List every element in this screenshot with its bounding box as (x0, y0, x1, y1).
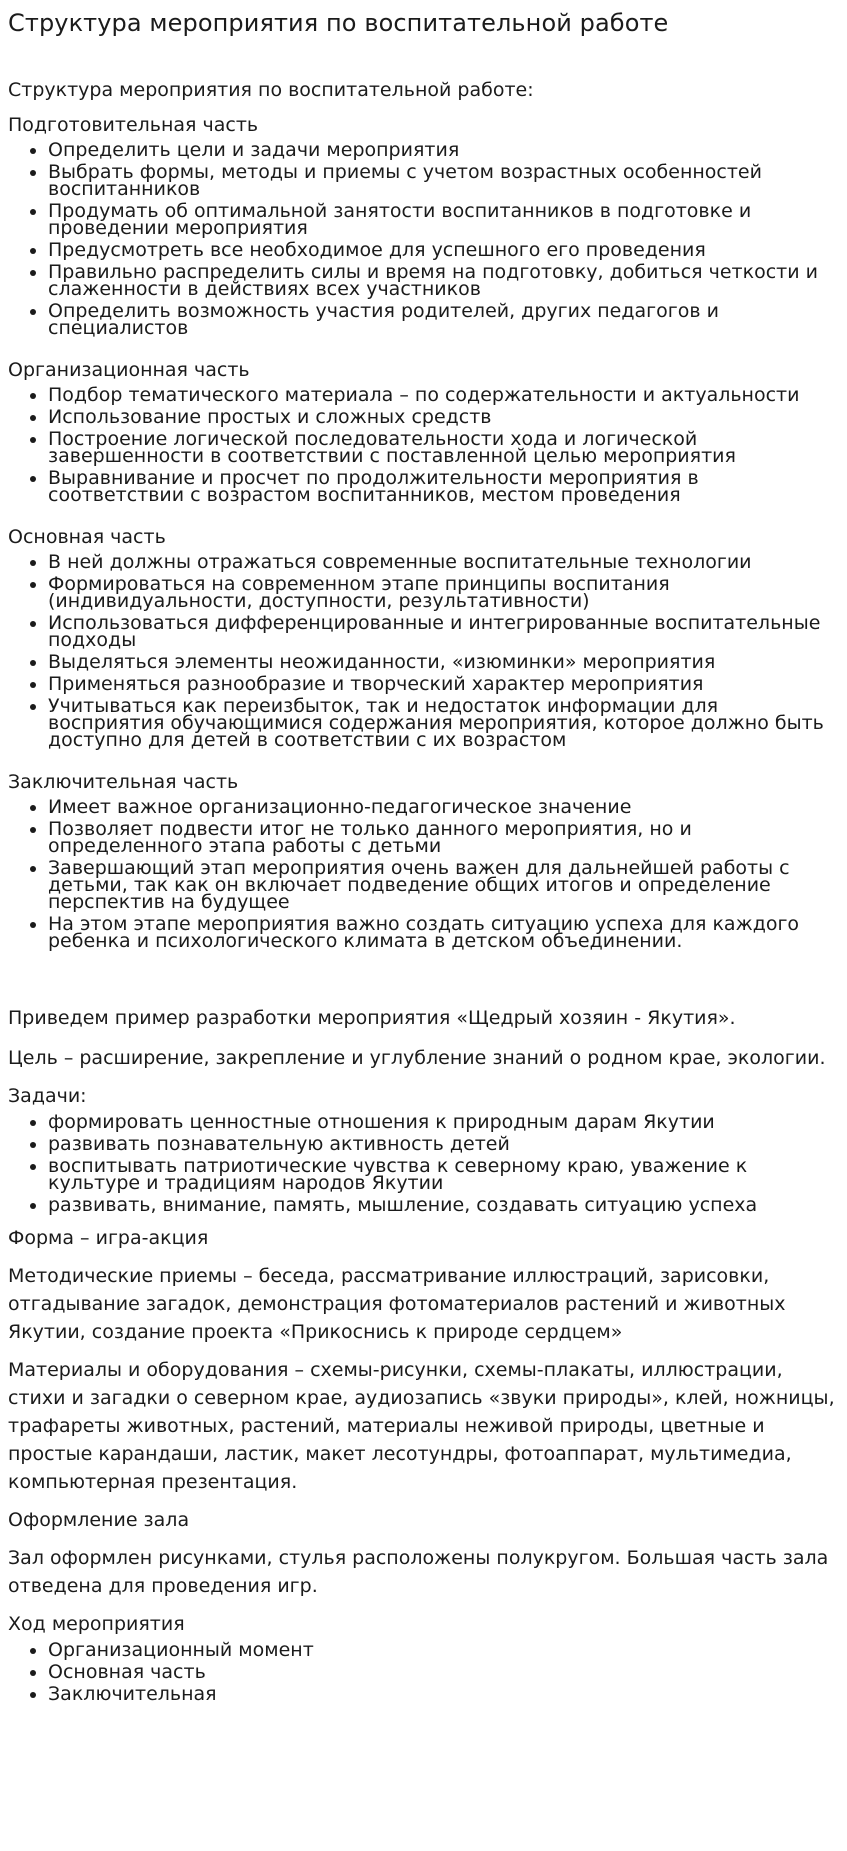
section-heading-organizational: Организационная часть (8, 359, 250, 381)
intro-text: Структура мероприятия по воспитательной работе: (8, 79, 534, 101)
course-list (8, 1639, 837, 1705)
list-item: • Основная часть (48, 1664, 837, 1681)
document-page (0, 8, 847, 1703)
list-item: • Завершающий этап мероприятия очень важен для дальнейшей работы с детьми, так как он включает подведение общих итогов и определение перспектив на будущее (48, 860, 837, 911)
list-item: • воспитывать патриотические чувства к северному краю, уважение к культуре и традициям народов Якутии (48, 1158, 837, 1192)
list-item: • формировать ценностные отношения к природным дарам Якутии (48, 1114, 837, 1131)
tasks-heading: Задачи: (8, 1085, 87, 1107)
goal-text: Цель – расширение, закрепление и углубление знаний о родном крае, экологии. (8, 1047, 826, 1069)
list-item: • Учитываться как переизбыток, так и недостаток информации для восприятия обучающимися содержания мероприятия, которое должно быть доступно для детей в соответствии с их возрастом (48, 698, 837, 749)
hall-text: Зал оформлен рисунками, стулья расположены полукругом. Большая часть зала отведена для проведения игр. (8, 1547, 829, 1597)
list-item: • развивать познавательную активность детей (48, 1136, 837, 1153)
course-heading: Ход мероприятия (8, 1613, 185, 1635)
page-title: Структура мероприятия по воспитательной работе (8, 9, 669, 37)
form-text: Форма – игра-акция (8, 1227, 209, 1249)
list-item: • Позволяет подвести итог не только данного мероприятия, но и определенного этапа работы с детьми (48, 821, 837, 855)
preparatory-list (8, 139, 837, 339)
list-item: • На этом этапе мероприятия важно создать ситуацию успеха для каждого ребенка и психологического климата в детском объединении. (48, 916, 837, 950)
list-item: • Использование простых и сложных средств (48, 409, 837, 426)
hall-heading: Оформление зала (8, 1509, 190, 1531)
list-item: • Правильно распределить силы и время на подготовку, добиться четкости и слаженности в действиях всех участников (48, 264, 837, 298)
list-item: • Выбрать формы, методы и приемы с учетом возрастных особенностей воспитанников (48, 164, 837, 198)
list-item: • Формироваться на современном этапе принципы воспитания (индивидуальности, доступности, результативности) (48, 576, 837, 610)
final-list (8, 796, 837, 952)
list-item: • Использоваться дифференцированные и интегрированные воспитательные подходы (48, 615, 837, 649)
main-list (8, 551, 837, 751)
section-heading-final: Заключительная часть (8, 771, 239, 793)
tasks-list (8, 1111, 837, 1216)
list-item: • Имеет важное организационно-педагогическое значение (48, 799, 837, 816)
organizational-list (8, 384, 837, 506)
list-item: • Применяться разнообразие и творческий характер мероприятия (48, 676, 837, 693)
methods-text: Методические приемы – беседа, рассматривание иллюстраций, зарисовки, отгадывание загадок, демонстрация фотоматериалов растений и животных Якутии, создание проекта «Прикоснись к природе сердцем» (8, 1265, 786, 1343)
list-item: • Подбор тематического материала – по содержательности и актуальности (48, 387, 837, 404)
section-heading-preparatory: Подготовительная часть (8, 114, 259, 136)
list-item: • Предусмотреть все необходимое для успешного его проведения (48, 242, 837, 259)
list-item: • развивать, внимание, память, мышление, создавать ситуацию успеха (48, 1197, 837, 1214)
list-item: • Заключительная (48, 1686, 837, 1703)
list-item: • Выравнивание и просчет по продолжительности мероприятия в соответствии с возрастом воспитанников, местом проведения (48, 470, 837, 504)
list-item: • Выделяться элементы неожиданности, «изюминки» мероприятия (48, 654, 837, 671)
list-item: • Построение логической последовательности хода и логической завершенности в соответствии с поставленной целью мероприятия (48, 431, 837, 465)
list-item: • Определить цели и задачи мероприятия (48, 142, 837, 159)
list-item: • Продумать об оптимальной занятости воспитанников в подготовке и проведении мероприятия (48, 203, 837, 237)
example-text: Приведем пример разработки мероприятия «Щедрый хозяин - Якутия». (8, 1007, 736, 1029)
materials-text: Материалы и оборудования – схемы-рисунки, схемы-плакаты, иллюстрации, стихи и загадки о северном крае, аудиозапись «звуки природы», клей, ножницы, трафареты животных, растений, материалы неживой природы, цветные и простые карандаши, ластик, макет лесотундры, фотоаппарат, мультимедиа, компьютерная презентация. (8, 1359, 835, 1493)
list-item: • Организационный момент (48, 1642, 837, 1659)
list-item: • В ней должны отражаться современные воспитательные технологии (48, 554, 837, 571)
section-heading-main: Основная часть (8, 526, 166, 548)
list-item: • Определить возможность участия родителей, других педагогов и специалистов (48, 303, 837, 337)
